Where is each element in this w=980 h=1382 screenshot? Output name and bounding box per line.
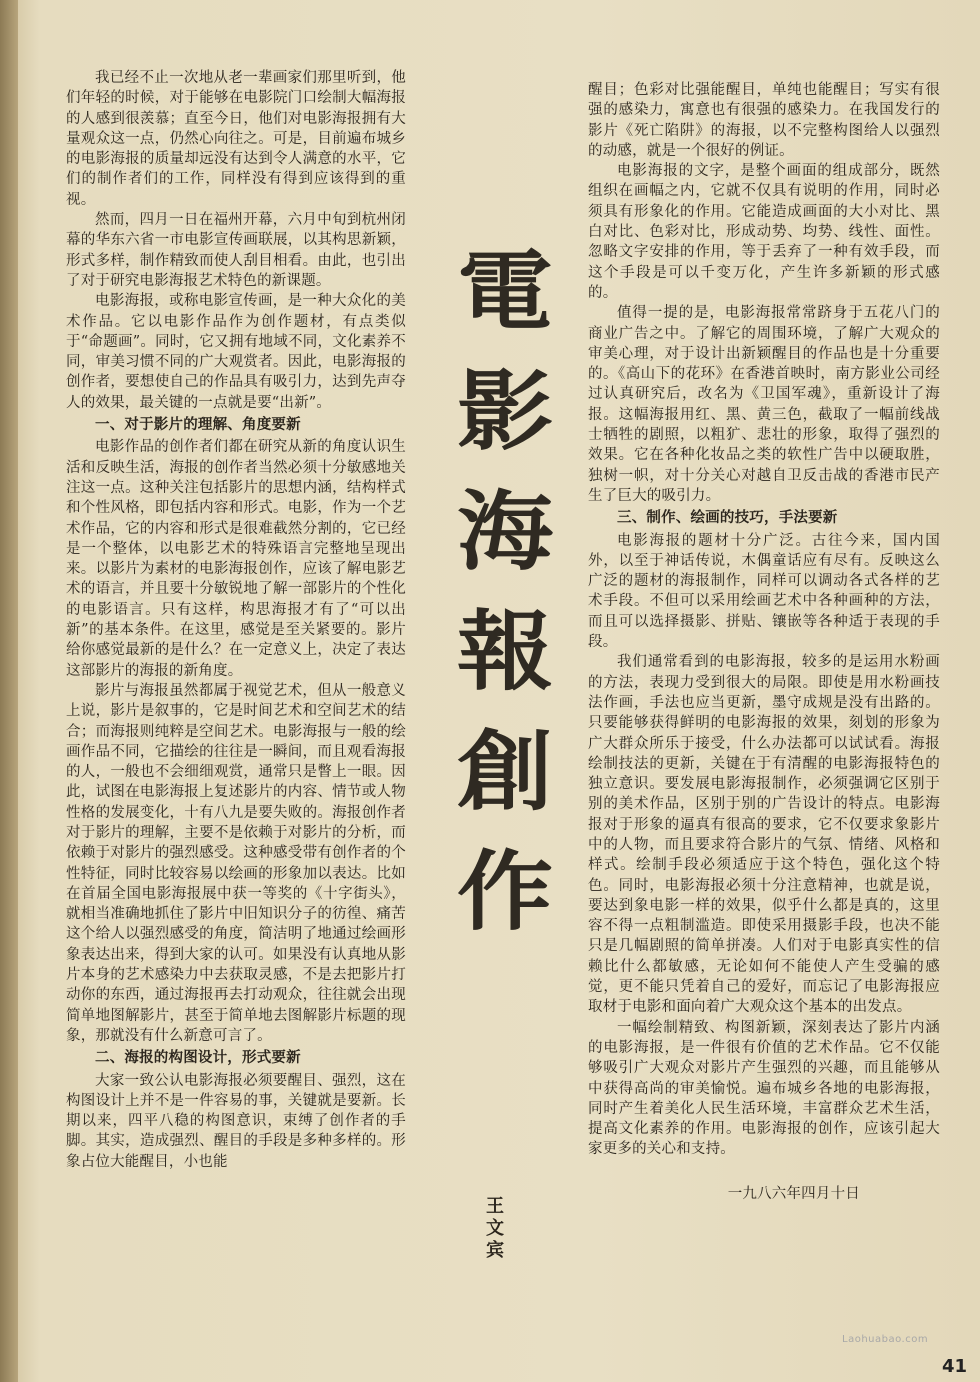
page-spine xyxy=(0,0,18,1382)
watermark: Laohuabao.com xyxy=(842,1334,929,1345)
paragraph: 然而，四月一日在福州开幕，六月中旬到杭州闭幕的华东六省一市电影宣传画联展，以其构思新颖，形式多样，制作精致而使人刮目相看。由此，也引出了对于研究电影海报艺术特色的新课题。 xyxy=(66,212,406,289)
title-char: 電 xyxy=(457,240,553,343)
paragraph: 影片与海报虽然都属于视觉艺术，但从一般意义上说，影片是叙事的，它是时间艺术和空间艺术的结合；而海报则纯粹是空间艺术。电影海报与一般的绘画作品不同，它描绘的往往是一瞬间，而且观看海报的人，一般也不会细细观赏，通常只是瞥上一眼。因此，试图在电影海报上复述影片的内容、情节或人物性格的发展变化，十有八九是要失败的。海报创作者对于影片的理解，主要不是依赖于对影片的分析，而依赖于对影片的强烈感受。这种感受带有创作者的个性特征，同时比较容易以绘画的形象加以表达。比如在首届全国电影海报展中获一等奖的《十字街头》，就相当准确地抓住了影片中旧知识分子的彷徨、痛苦这个给人以强烈感受的角度，简洁明了地通过绘画形象表达出来，得到大家的认可。如果没有认真地从影片本身的艺术感染力中去获取灵感，不是去把影片打动你的东西，通过海报再去打动观众，往往就会出现简单地图解影片，甚至于简单地去图解影片标题的现象，那就没有什么新意可言了。 xyxy=(66,682,406,1044)
paragraph: 我们通常看到的电影海报，较多的是运用水粉画的方法，表现力受到很大的局限。即使是用水粉画技法作画，手法也应当更新，墨守成规是没有出路的。只要能够获得鲜明的电影海报的效果，刻划的形象为广大群众所乐于接受，什么办法都可以试试看。海报绘制技法的更新，关键在于有清醒的电影海报特色的独立意识。要发展电影海报制作，必须强调它区别于别的美术作品，区别于别的广告设计的特点。电影海报对于形象的逼真有很高的要求，它不仅要求象影片中的人物，而且要求符合影片的气氛、情绪、风格和样式。绘制手段必须适应于这个特色，强化这个特色。同时，电影海报必须十分注意精神，也就是说，要达到象电影一样的效果，似乎什么都是真的，这里容不得一点粗制滥造。即使采用摄影手段，也决不能只是几幅剧照的简单拼凑。人们对于电影真实性的信赖比什么都敏感，无论如何不能使人产生受骗的感觉，更不能只凭着自己的爱好，而忘记了电影海报应取材于电影和面向着广大观众这个基本的出发点。 xyxy=(588,654,940,1016)
paragraph: 一幅绘制精致、构图新颖，深刻表达了影片内涵的电影海报，是一件很有价值的艺术作品。它不仅能够吸引广大观众对影片产生强烈的兴趣，而且能够从中获得高尚的审美愉悦。遍布城乡各地的电影海报，同时产生着美化人民生活环境，丰富群众艺术生活，提高文化素养的作用。电影海报的创作，应该引起大家更多的关心和支持。 xyxy=(588,1019,940,1158)
section-heading: 三、制作、绘画的技巧，手法要新 xyxy=(617,509,838,527)
title-char: 影 xyxy=(457,360,553,463)
left-column xyxy=(66,68,406,1172)
paragraph: 大家一致公认电影海报必须要醒目、强烈，这在构图设计上并不是一件容易的事，关键就是要新。长期以来，四平八稳的构图意识，束缚了创作者的手脚。其实，造成强烈、醒目的手段是多种多样的。形象占位大能醒目，小也能 xyxy=(66,1072,406,1170)
paragraph: 电影海报的题材十分广泛。古往今来，国内国外，以至于神话传说，木偶童话应有尽有。反映这么广泛的题材的海报制作，同样可以调动各式各样的艺术手段。不但可以采用绘画艺术中各种画种的方法，而且可以选择摄影、拼贴、镶嵌等各种适于表现的手段。 xyxy=(588,532,940,651)
section-heading: 二、海报的构图设计，形式要新 xyxy=(95,1049,301,1067)
paragraph: 电影作品的创作者们都在研究从新的角度认识生活和反映生活，海报的创作者当然必须十分敏感地关注这一点。这种关注包括影片的思想内涵，结构样式和个性风格，即包括内容和形式。电影，作为一个艺术作品，它的内容和形式是很难截然分割的，它已经是一个整体，以电影艺术的特殊语言完整地呈现出来。以影片为素材的电影海报创作，应该了解电影艺术的语言，并且要十分敏锐地了解一部影片的个性化的电影语言。只有这样，构思海报才有了“可以出新”的基本条件。在这里，感觉是至关紧要的。影片给你感觉最新的是什么？在一定意义上，决定了表达这部影片的海报的新角度。 xyxy=(66,439,406,679)
paragraph: 醒目；色彩对比强能醒目，单纯也能醒目；写实有很强的感染力，寓意也有很强的感染力。在我国发行的影片《死亡陷阱》的海报，以不完整构图给人以强烈的动感，就是一个很好的例证。 xyxy=(588,82,940,159)
author-name: 王文宾 xyxy=(486,1196,504,1261)
title-char: 作 xyxy=(457,840,553,943)
article-title-vertical xyxy=(440,232,570,952)
title-char: 創 xyxy=(457,720,553,823)
paragraph: 值得一提的是，电影海报常常跻身于五花八门的商业广告之中。了解它的周围环境，了解广大观众的审美心理，对于设计出新颖醒目的作品也是十分重要的。《高山下的花环》在香港首映时，南方影业公司经过认真研究后，改名为《卫国军魂》，重新设计了海报。这幅海报用红、黑、黄三色，截取了一幅前线战士牺牲的剧照，以粗犷、悲壮的形象，取得了强烈的效果。它在各种化妆品之类的软性广告中以硬取胜，独树一帜，对十分关心对越自卫反击战的香港市民产生了巨大的吸引力。 xyxy=(588,305,940,504)
paragraph: 我已经不止一次地从老一辈画家们那里听到，他们年轻的时候，对于能够在电影院门口绘制大幅海报的人感到很羡慕；直至今日，他们对电影海报拥有大量观众这一点，仍然心向往之。可是，目前遍布城乡的电影海报的质量却远没有达到令人满意的水平，它们的制作者们的工作，同样没有得到应该得到的重视。 xyxy=(66,70,406,208)
title-char: 報 xyxy=(457,600,553,703)
article-date: 一九八六年四月十日 xyxy=(727,1185,860,1202)
right-column xyxy=(588,80,940,1204)
paragraph: 电影海报，或称电影宣传画，是一种大众化的美术作品。它以电影作品作为创作题材，有点类似于“命题画”。同时，它又拥有地域不同，文化素养不同，审美习惯不同的广大观赏者。因此，电影海报的创作者，要想使自己的作品具有吸引力，达到先声夺人的效果，最关键的一点就是要“出新”。 xyxy=(66,293,406,411)
section-heading: 一、对于影片的理解、角度要新 xyxy=(95,416,301,434)
page-number: 41 xyxy=(942,1356,968,1377)
paragraph: 电影海报的文字，是整个画面的组成部分，既然组织在画幅之内，它就不仅具有说明的作用，同时必须具有形象化的作用。它能造成画面的大小对比、黑白对比、色彩对比，形成动势、均势、线性、面性。忽略文字安排的作用，等于丢弃了一种有效手段，而这个手段是可以千变万化，产生许多新颖的形式感的。 xyxy=(588,163,940,301)
title-char: 海 xyxy=(457,480,553,583)
